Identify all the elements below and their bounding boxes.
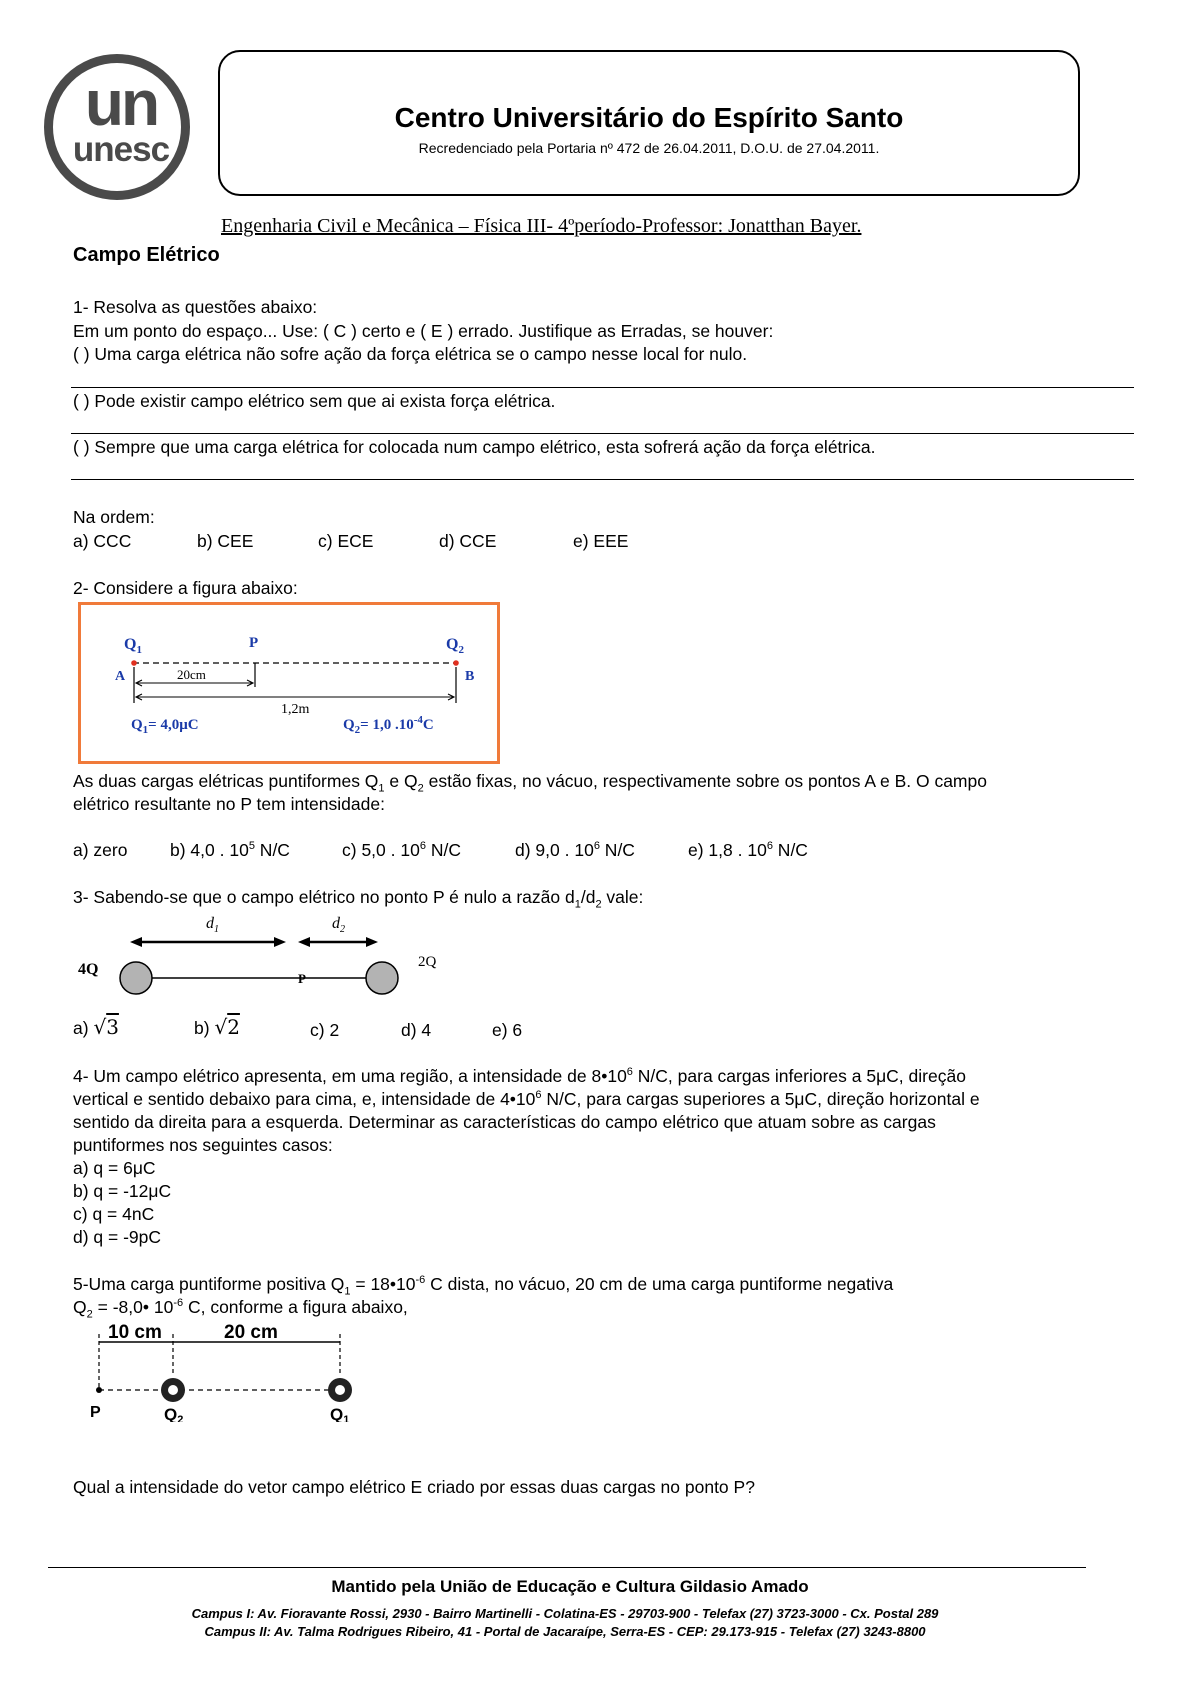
label-p: P (249, 635, 259, 651)
q1-option-d: d) CCE (439, 531, 497, 551)
charge-q2-dot (453, 660, 459, 666)
label-q1: Q1 (330, 1405, 350, 1422)
footer-campus-1: Campus I: Av. Fioravante Rossi, 2930 - Bairro Martinelli - Colatina-ES - 29703-900 - Telefax (27) 3723-3000 - Cx. Postal 289 (191, 1606, 939, 1621)
label-q1-value: $Q_1= 4,0\mu C$ (131, 717, 199, 736)
q2-heading: 2- Considere a figura abaixo: (73, 578, 298, 598)
label-d1: $d_1$ (206, 915, 219, 935)
label-d2: $d_2$ (332, 915, 345, 935)
q2-text-line1: As duas cargas elétricas puntiformes $Q_1$ e $Q_2$ estão fixas, no vácuo, respectivamente sobre os pontos A e B. O campo (73, 771, 987, 795)
q5-question: Qual a intensidade do vetor campo elétrico E criado por essas duas cargas no ponto P? (73, 1477, 755, 1497)
label-20cm: 20cm (177, 667, 206, 682)
charge-q1-dot (131, 660, 137, 666)
q5-diagram (86, 1318, 376, 1422)
accreditation-text: Recredenciado pela Portaria nº 472 de 26.04.2011, D.O.U. de 27.04.2011. (418, 140, 880, 156)
footer-divider (48, 1567, 1086, 1568)
answer-line-1 (71, 387, 1134, 388)
footer-maintainer: Mantido pela União de Educação e Cultura Gildasio Amado (331, 1577, 809, 1596)
label-q2: Q2 (164, 1405, 184, 1422)
arrowhead (130, 937, 142, 947)
q4-item-c: c) q = 4nC (73, 1204, 155, 1224)
q3-heading: 3- Sabendo-se que o campo elétrico no ponto P é nulo a razão $d_1/d_2$ vale: (73, 887, 644, 911)
q2-option-c: c) 5,0 . $10^6$ N/C (342, 840, 461, 860)
q3-option-b: b) √2 (194, 1015, 240, 1039)
label-b: B (465, 669, 475, 684)
q1-item-1: ( ) Uma carga elétrica não sofre ação da força elétrica se o campo nesse local for nulo. (73, 344, 748, 364)
q4-item-a: a) q = 6μC (73, 1158, 156, 1178)
institution-name: Centro Universitário do Espírito Santo (394, 102, 904, 133)
q4-line3: sentido da direita para a esquerda. Determinar as características do campo elétrico que atuam sobre as cargas (73, 1112, 936, 1132)
footer-campus-2: Campus II: Av. Talma Rodrigues Ribeiro, 41 - Portal de Jacaraípe, Serra-ES - CEP: 29.173-915 - Telefax (27) 3243-8800 (204, 1624, 926, 1639)
q5-line1: 5-Uma carga puntiforme positiva $Q_1$ = $18•10^{-6}$ C dista, no vácuo, 20 cm de uma carga puntiforme negativa (73, 1274, 894, 1298)
q1-heading: 1- Resolva as questões abaixo: (73, 297, 318, 317)
q2-option-b: b) 4,0 . $10^5$ N/C (170, 840, 290, 860)
arrowhead (366, 937, 378, 947)
arrowhead (298, 937, 310, 947)
label-p: P (298, 971, 306, 986)
label-a: A (115, 669, 126, 684)
label-20cm: 20 cm (224, 1322, 278, 1343)
charge-q2-core (168, 1385, 178, 1395)
answer-line-2 (71, 433, 1134, 434)
point-p (96, 1387, 102, 1393)
q3-option-e: e) 6 (492, 1020, 523, 1040)
logo-text-bottom: unesc (72, 130, 170, 169)
q4-line1: 4- Um campo elétrico apresenta, em uma região, a intensidade de $8•10^6$ N/C, para cargas inferiores a 5μC, direção (73, 1066, 966, 1086)
q2-option-a: a) zero (73, 840, 128, 860)
q1-item-2: ( ) Pode existir campo elétrico sem que ai exista força elétrica. (73, 391, 556, 411)
q1-option-e: e) EEE (573, 531, 629, 551)
q1-option-c: c) ECE (318, 531, 374, 551)
q4-line2: vertical e sentido debaixo para cima, e, intensidade de $4•10^6$ N/C, para cargas superiores a 5μC, direção horizontal e (73, 1089, 980, 1109)
q2-figure (78, 602, 500, 764)
sphere-4q (120, 962, 152, 994)
label-10cm: 10 cm (108, 1322, 162, 1343)
q3-option-a: a) √3 (73, 1015, 119, 1039)
q1-option-b: b) CEE (197, 531, 254, 551)
q3-diagram (76, 908, 456, 1000)
q4-line4: puntiformes nos seguintes casos: (73, 1135, 333, 1155)
label-p: P (90, 1404, 101, 1421)
course-line: Engenharia Civil e Mecânica – Física III- 4ºperíodo-Professor: Jonatthan Bayer. (221, 215, 862, 237)
label-q2-value: $Q_2= 1,0$ $.10^{-4}C$ (343, 714, 434, 736)
q2-diagram (81, 605, 497, 761)
answer-line-3 (71, 479, 1134, 480)
q1-instruction: Em um ponto do espaço... Use: ( C ) certo e ( E ) errado. Justifique as Erradas, se houver: (73, 321, 774, 341)
q2-text-line2: elétrico resultante no P tem intensidade: (73, 794, 385, 814)
label-q1: $Q_1$ (124, 636, 142, 656)
q4-item-d: d) q = -9pC (73, 1227, 162, 1247)
sphere-2q (366, 962, 398, 994)
q1-item-3: ( ) Sempre que uma carga elétrica for colocada num campo elétrico, esta sofrerá ação da força elétrica. (73, 437, 876, 457)
q2-option-d: d) 9,0 . $10^6$ N/C (515, 840, 635, 860)
q4-item-b: b) q = -12μC (73, 1181, 172, 1201)
q3-option-c: c) 2 (310, 1020, 340, 1040)
label-2q: 2Q (418, 954, 437, 970)
logo-text-top: un (84, 67, 158, 139)
label-4q: 4Q (78, 961, 99, 978)
q1-order-label: Na ordem: (73, 507, 155, 527)
label-q2: $Q_2$ (446, 636, 464, 656)
page-title: Campo Elétrico (73, 244, 220, 266)
label-1-2m: 1,2m (281, 702, 310, 717)
arrowhead (274, 937, 286, 947)
q3-option-d: d) 4 (401, 1020, 432, 1040)
q2-option-e: e) 1,8 . $10^6$ N/C (688, 840, 808, 860)
charge-q1-core (335, 1385, 345, 1395)
q5-line2: $Q_2$ = -8,0• $10^{-6}$ C, conforme a figura abaixo, (73, 1297, 408, 1321)
q1-option-a: a) CCC (73, 531, 132, 551)
